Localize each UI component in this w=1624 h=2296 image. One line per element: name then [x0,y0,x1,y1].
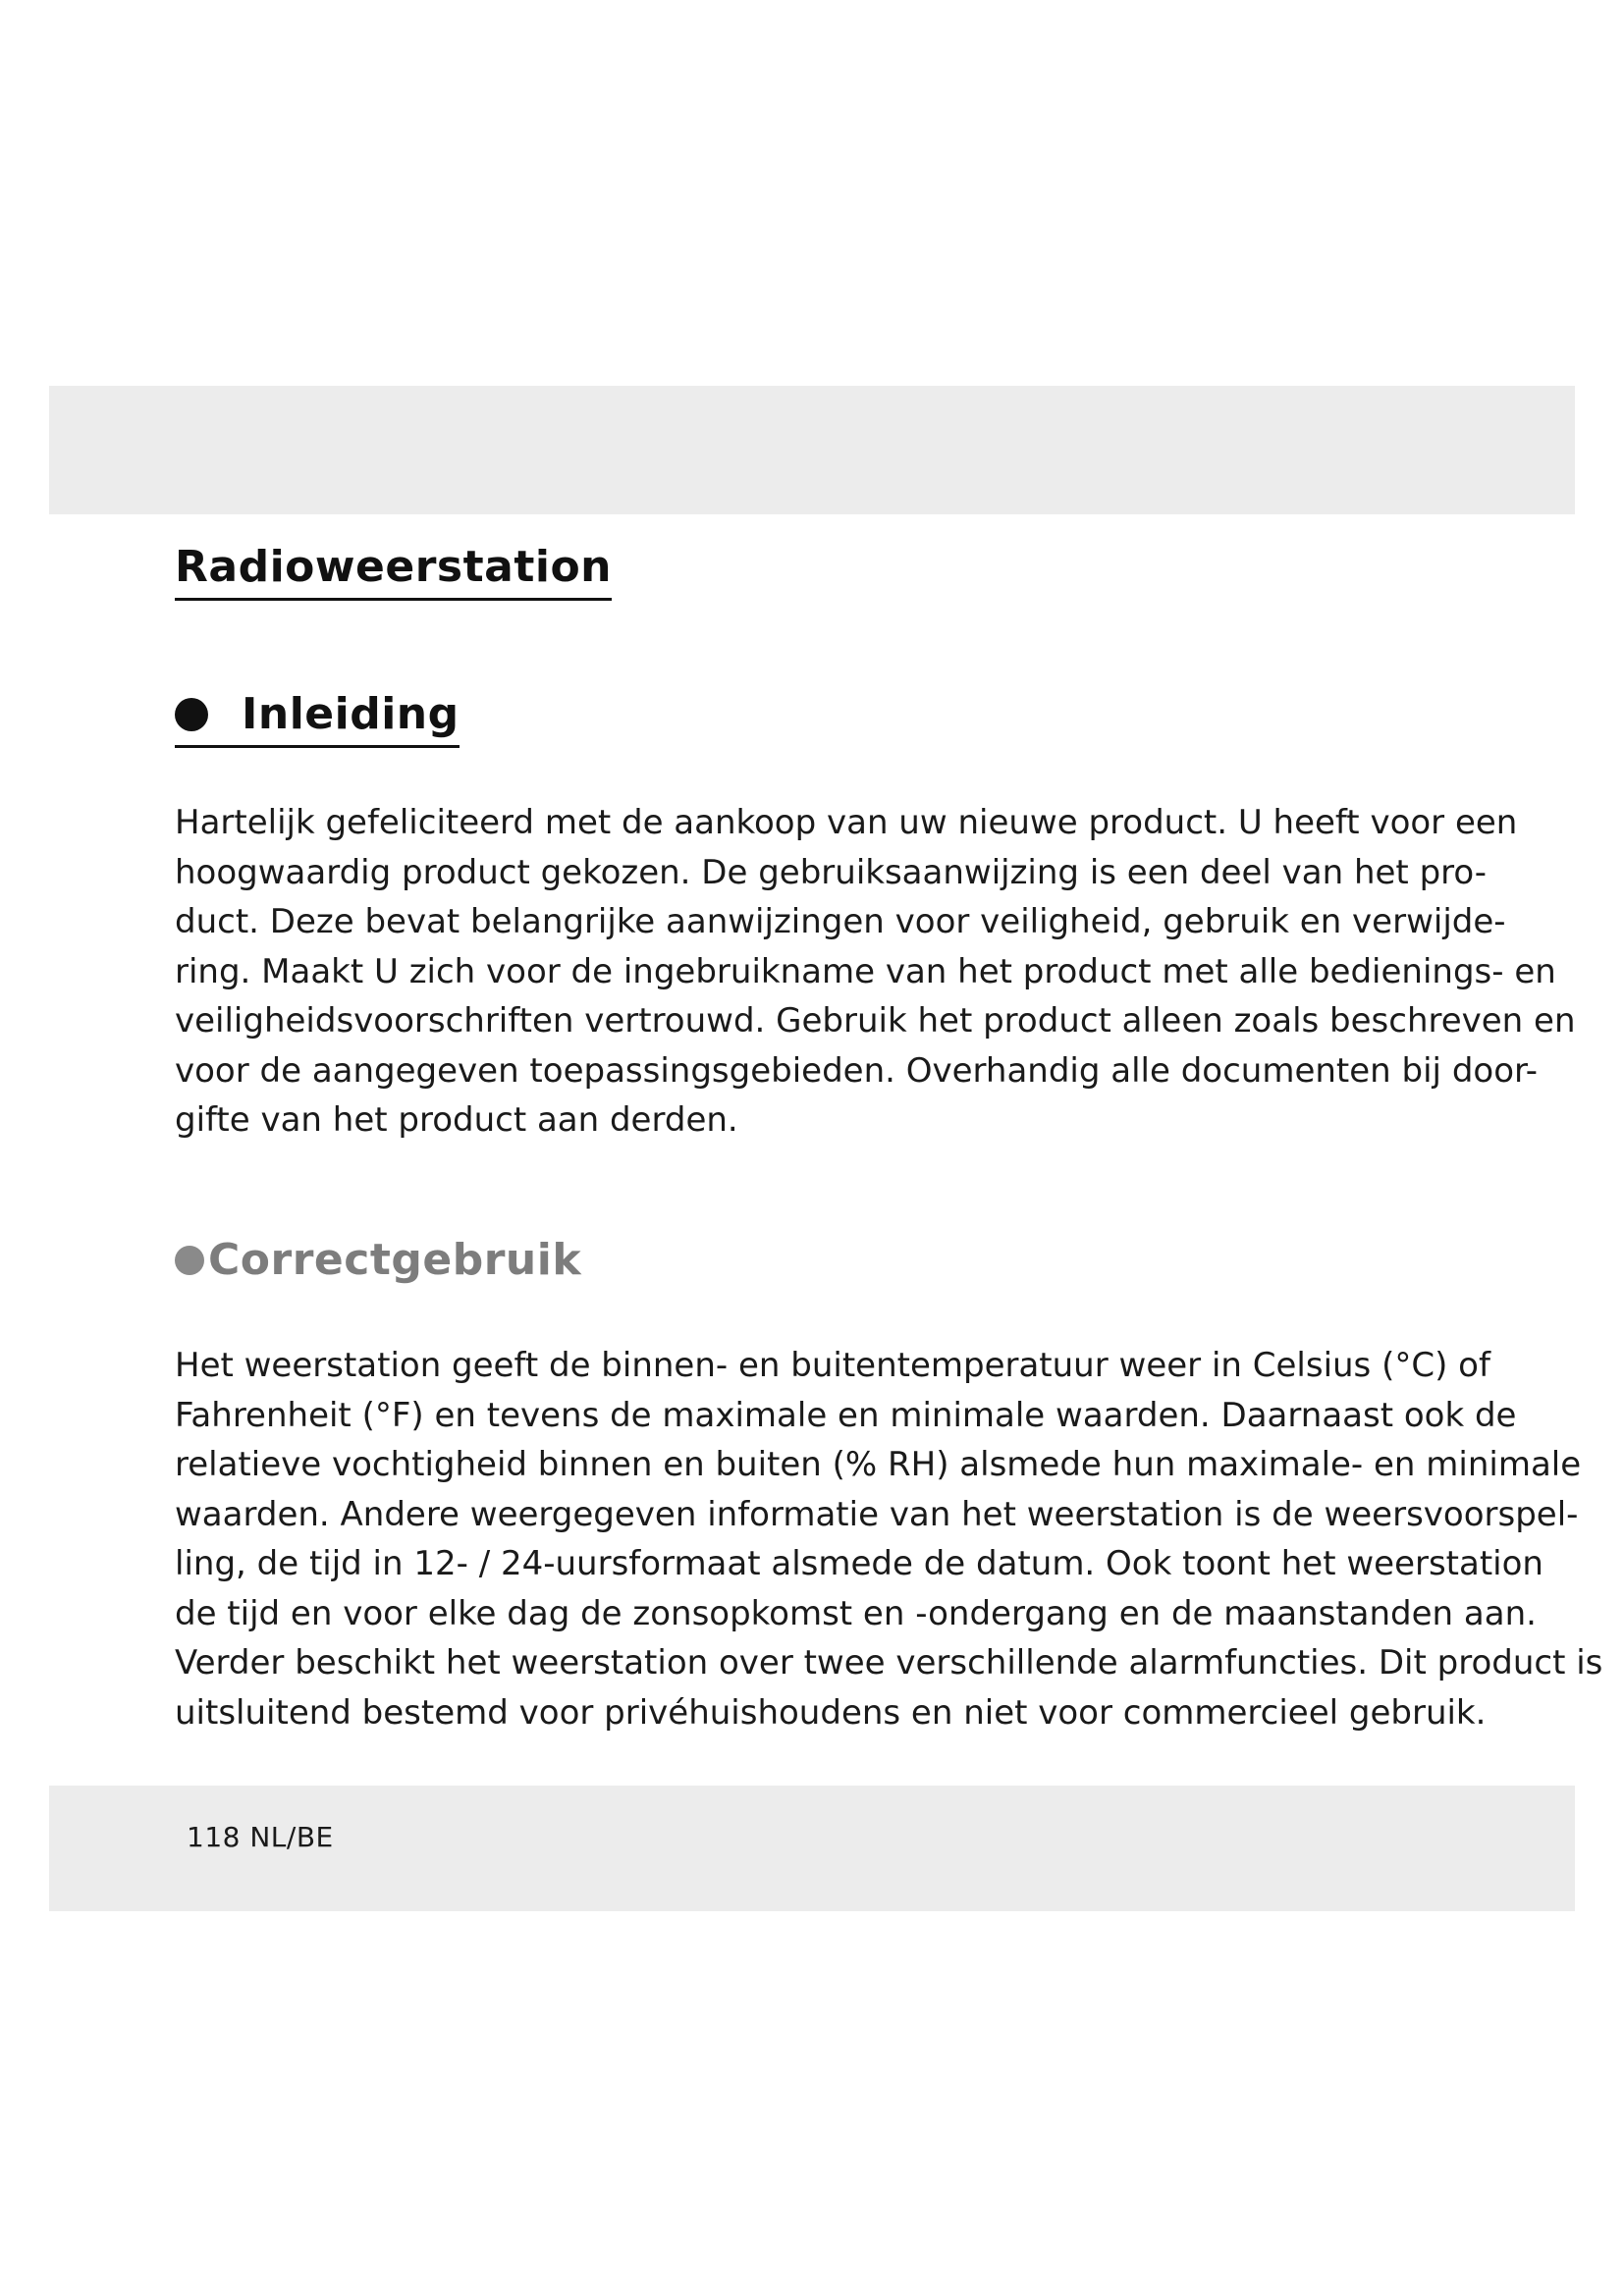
correct-use-line: de tijd en voor elke dag de zonsopkomst en -ondergang en de maanstanden aan. [175,1593,1537,1633]
intro-paragraph [175,798,1576,1146]
header-band [49,386,1575,514]
section-heading-intro-text: Inleiding [242,689,460,739]
intro-line: veiligheidsvoorschriften vertrouwd. Gebruik het product alleen zoals beschreven en [175,1001,1576,1041]
correct-use-line: Verder beschikt het weerstation over twee verschillende alarmfuncties. Dit product is [175,1643,1603,1682]
correct-use-line: Het weerstation geeft de binnen- en buitentemperatuur weer in Celsius (°C) of [175,1346,1490,1385]
intro-line: Hartelijk gefeliciteerd met de aankoop van uw nieuwe product. U heeft voor een [175,803,1518,842]
intro-line: hoogwaardig product gekozen. De gebruiksaanwijzing is een deel van het pro- [175,852,1488,892]
bullet-icon [175,1246,204,1275]
intro-line: ring. Maakt U zich voor de ingebruikname van het product met alle bedienings- en [175,951,1556,991]
intro-line: gifte van het product aan derden. [175,1100,738,1140]
section-heading-correct-use [175,1235,581,1285]
page-number: 118 NL/BE [187,1821,334,1853]
intro-line: voor de aangegeven toepassingsgebieden. Overhandig alle documenten bij door- [175,1050,1539,1091]
correct-use-paragraph [175,1341,1603,1737]
correct-use-line: Fahrenheit (°F) en tevens de maximale en minimale waarden. Daarnaast ook de [175,1395,1517,1435]
correct-use-line: waarden. Andere weergegeven informatie van het weerstation is de weersvoorspel- [175,1494,1579,1534]
correct-use-line: relatieve vochtigheid binnen en buiten (% RH) alsmede hun maximale- en minimale [175,1445,1582,1484]
intro-line: duct. Deze bevat belangrijke aanwijzingen voor veiligheid, gebruik en verwijde- [175,902,1506,941]
section-heading-correct-use-text: Correctgebruik [208,1235,582,1285]
bullet-icon [175,698,208,731]
document-title: Radioweerstation [175,542,612,601]
correct-use-line: uitsluitend bestemd voor privéhuishoudens en niet voor commercieel gebruik. [175,1692,1487,1733]
section-heading-intro [175,689,460,748]
correct-use-line: ling, de tijd in 12- / 24-uursformaat alsmede de datum. Ook toont het weerstation [175,1544,1543,1583]
